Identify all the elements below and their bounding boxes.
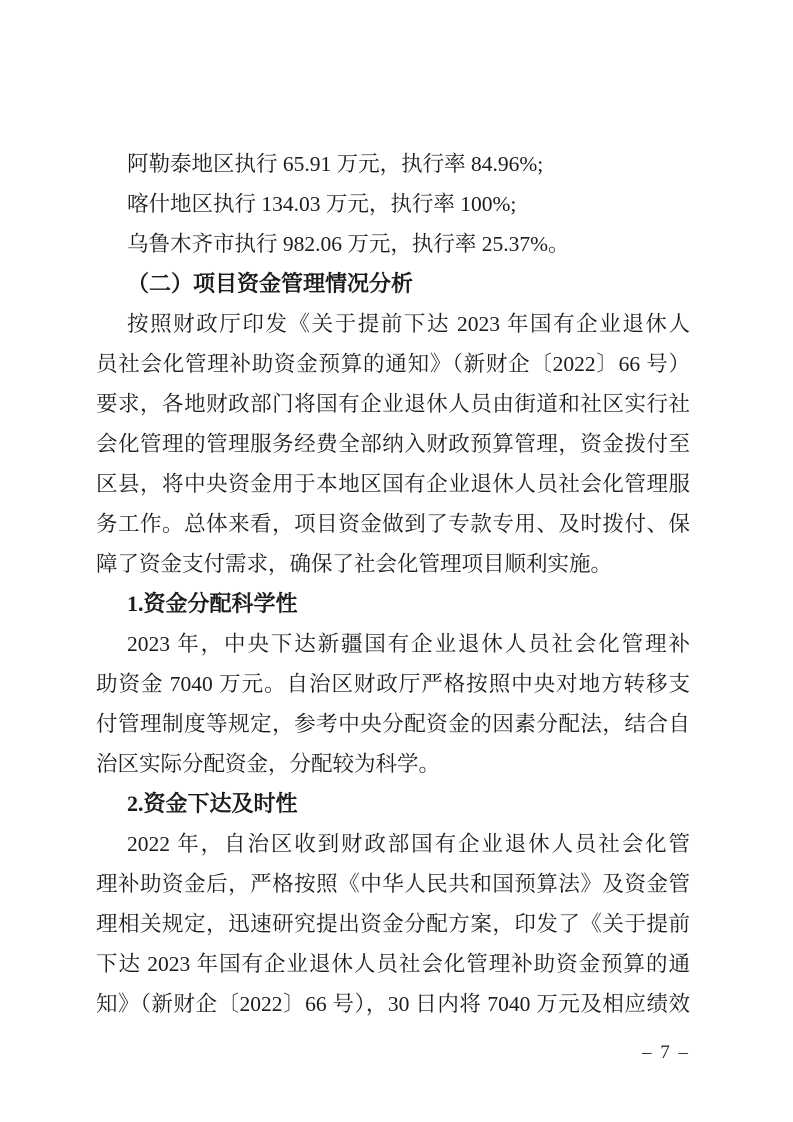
execution-line-altay: 阿勒泰地区执行 65.91 万元，执行率 84.96%;: [127, 152, 544, 176]
paragraph-line: 下达 2023 年国有企业退休人员社会化管理补助资金预算的通: [96, 952, 690, 976]
paragraph-line: 助资金 7040 万元。自治区财政厅严格按照中央对地方转移支: [96, 672, 690, 696]
execution-line-urumqi: 乌鲁木齐市执行 982.06 万元，执行率 25.37%。: [127, 232, 570, 256]
section-heading: （二）项目资金管理情况分析: [127, 271, 414, 296]
paragraph-line: 2023 年，中央下达新疆国有企业退休人员社会化管理补: [127, 632, 690, 656]
paragraph-line: 要求，各地财政部门将国有企业退休人员由街道和社区实行社: [96, 392, 690, 416]
paragraph-line: 付管理制度等规定，参考中央分配资金的因素分配法，结合自: [96, 712, 690, 736]
subsection-heading-1: 1.资金分配科学性: [127, 591, 298, 616]
paragraph-line: 员社会化管理补助资金预算的通知》（新财企〔2022〕66 号）: [96, 352, 690, 376]
paragraph-line: 2022 年，自治区收到财政部国有企业退休人员社会化管: [127, 832, 690, 856]
paragraph-line: 理补助资金后，严格按照《中华人民共和国预算法》及资金管: [96, 872, 690, 896]
paragraph-line: 治区实际分配资金，分配较为科学。: [96, 752, 441, 776]
paragraph-line: 按照财政厅印发《关于提前下达 2023 年国有企业退休人: [127, 312, 690, 336]
paragraph-line: 区县，将中央资金用于本地区国有企业退休人员社会化管理服: [96, 472, 690, 496]
paragraph-line: 理相关规定，迅速研究提出资金分配方案，印发了《关于提前: [96, 912, 690, 936]
paragraph-line: 会化管理的管理服务经费全部纳入财政预算管理，资金拨付至: [96, 432, 690, 456]
page-number: – 7 –: [642, 1042, 690, 1063]
paragraph-line: 务工作。总体来看，项目资金做到了专款专用、及时拨付、保: [96, 512, 690, 536]
subsection-heading-2: 2.资金下达及时性: [127, 791, 298, 816]
paragraph-line: 知》（新财企〔2022〕66 号），30 日内将 7040 万元及相应绩效: [96, 992, 690, 1016]
execution-line-kashgar: 喀什地区执行 134.03 万元，执行率 100%;: [127, 192, 517, 216]
document-body: [96, 144, 690, 1024]
paragraph-line: 障了资金支付需求，确保了社会化管理项目顺利实施。: [96, 552, 613, 576]
